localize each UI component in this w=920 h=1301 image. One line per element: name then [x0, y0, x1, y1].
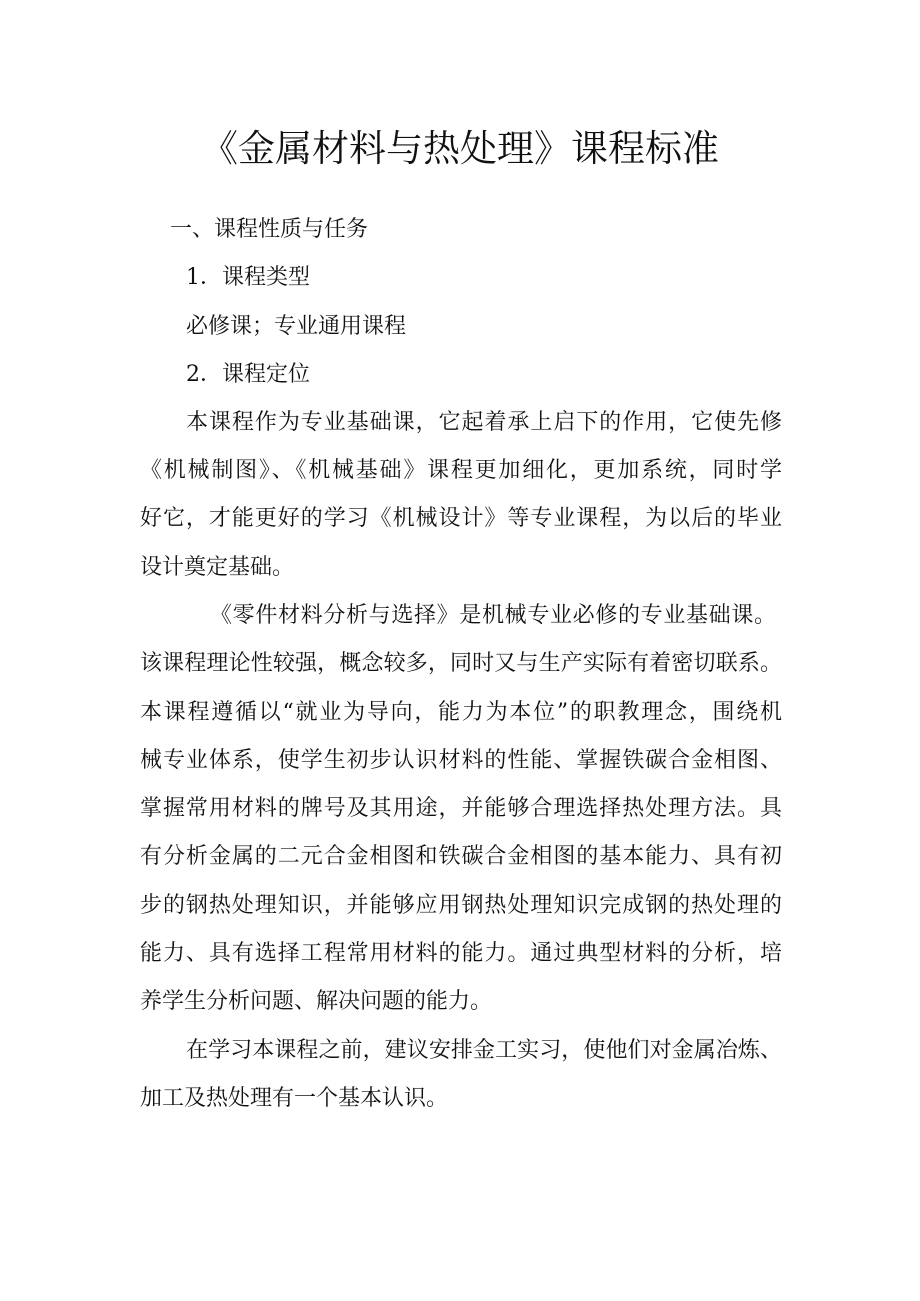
- paragraph-2-line: 步的钢热处理知识，并能够应用钢热处理知识完成钢的热处理的: [140, 893, 782, 918]
- document-title: 《金属材料与热处理》课程标准: [201, 127, 719, 170]
- paragraph-3-line: 加工及热处理有一个基本认识。: [140, 1086, 449, 1111]
- item-heading-course-type: 1．课程类型: [186, 265, 310, 290]
- paragraph-2-line: 能力、具有选择工程常用材料的能力。通过典型材料的分析，培: [140, 941, 782, 966]
- item-text-course-type: 必修课；专业通用课程: [186, 314, 407, 339]
- paragraph-2-line: 本课程遵循以“就业为导向，能力为本位”的职教理念，围绕机: [140, 700, 782, 725]
- paragraph-2-line: 养学生分析问题、解决问题的能力。: [140, 989, 493, 1014]
- paragraph-2-line: 有分析金属的二元合金相图和铁碳合金相图的基本能力、具有初: [140, 844, 782, 869]
- paragraph-1-line: 本课程作为专业基础课，它起着承上启下的作用，它使先修: [186, 410, 782, 435]
- paragraph-3-line: 在学习本课程之前，建议安排金工实习，使他们对金属冶炼、: [186, 1038, 782, 1063]
- section-heading: 一、课程性质与任务: [170, 217, 369, 242]
- paragraph-1-line: 设计奠定基础。: [140, 555, 295, 580]
- paragraph-2-line: 《零件材料分析与选择》是机械专业必修的专业基础课。: [210, 603, 776, 628]
- paragraph-1-line: 《机械制图》、《机械基础》课程更加细化，更加系统，同时学: [140, 458, 782, 483]
- item-heading-course-position: 2．课程定位: [186, 362, 310, 387]
- paragraph-2-line: 掌握常用材料的牌号及其用途，并能够合理选择热处理方法。具: [140, 796, 782, 821]
- paragraph-1-line: 好它，才能更好的学习《机械设计》等专业课程，为以后的毕业: [140, 506, 782, 531]
- paragraph-2-line: 该课程理论性较强，概念较多，同时又与生产实际有着密切联系。: [140, 651, 782, 676]
- paragraph-2-line: 械专业体系，使学生初步认识材料的性能、掌握铁碳合金相图、: [140, 748, 782, 773]
